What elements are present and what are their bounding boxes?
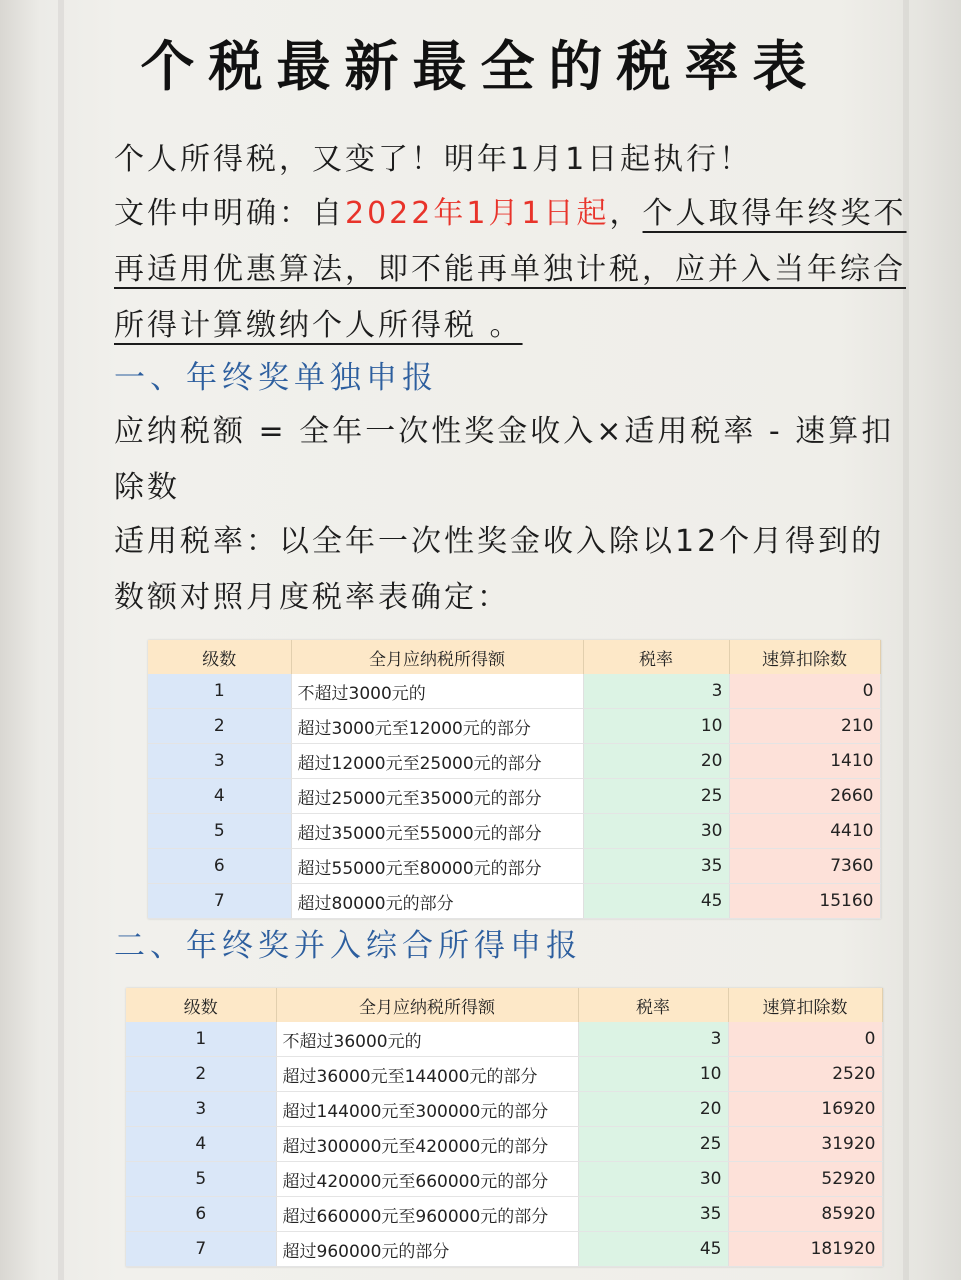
- cell-range: 不超过36000元的: [276, 1022, 578, 1057]
- cell-deduction: 210: [729, 709, 880, 744]
- cell-rate: 20: [583, 744, 729, 779]
- cell-level: 6: [126, 1197, 276, 1232]
- table-row: [148, 779, 880, 814]
- cell-rate: 10: [578, 1057, 728, 1092]
- cell-deduction: 2520: [728, 1057, 882, 1092]
- table-row: [126, 1057, 882, 1092]
- cell-range: 超过300000元至420000元的部分: [276, 1127, 578, 1162]
- cell-range: 超过25000元至35000元的部分: [291, 779, 583, 814]
- cell-rate: 35: [583, 849, 729, 884]
- cell-range: 超过12000元至25000元的部分: [291, 744, 583, 779]
- cell-rate: 45: [578, 1232, 728, 1267]
- cell-range: 超过36000元至144000元的部分: [276, 1057, 578, 1092]
- intro-underlined-text: 个人取得年终奖不再适用优惠算法，即不能再单独计税，应并入当年综合所得计算缴纳个人所得税 。: [114, 196, 907, 343]
- header-deduction: 速算扣除数: [728, 988, 882, 1022]
- cell-rate: 10: [583, 709, 729, 744]
- cell-deduction: 16920: [728, 1092, 882, 1127]
- cell-range: 超过55000元至80000元的部分: [291, 849, 583, 884]
- cell-level: 7: [148, 884, 291, 919]
- header-range: 全月应纳税所得额: [291, 640, 583, 674]
- cell-deduction: 4410: [729, 814, 880, 849]
- section-2-heading: 二、年终奖并入综合所得申报: [114, 928, 582, 964]
- cell-rate: 25: [578, 1127, 728, 1162]
- table-row: [126, 1232, 882, 1267]
- table-row: [148, 849, 880, 884]
- table-row: [148, 884, 880, 919]
- cell-rate: 3: [578, 1022, 728, 1057]
- table-row: [148, 709, 880, 744]
- cell-rate: 30: [583, 814, 729, 849]
- cell-deduction: 7360: [729, 849, 880, 884]
- cell-range: 超过144000元至300000元的部分: [276, 1092, 578, 1127]
- cell-range: 不超过3000元的: [291, 674, 583, 709]
- cell-rate: 20: [578, 1092, 728, 1127]
- table-row: [148, 814, 880, 849]
- cell-level: 3: [148, 744, 291, 779]
- cell-level: 1: [148, 674, 291, 709]
- cell-range: 超过960000元的部分: [276, 1232, 578, 1267]
- cell-level: 5: [148, 814, 291, 849]
- cell-deduction: 31920: [728, 1127, 882, 1162]
- table-row: [126, 1127, 882, 1162]
- section-1-heading: 一、年终奖单独申报: [114, 360, 438, 396]
- effective-date: 2022年1月1日起: [345, 196, 610, 231]
- cell-level: 1: [126, 1022, 276, 1057]
- annual-rate-table: [126, 988, 883, 1267]
- page-title: 个税最新最全的税率表: [140, 34, 821, 98]
- intro-paragraph: [114, 186, 914, 354]
- table-row: [126, 1162, 882, 1197]
- cell-rate: 3: [583, 674, 729, 709]
- cell-range: 超过660000元至960000元的部分: [276, 1197, 578, 1232]
- cell-deduction: 1410: [729, 744, 880, 779]
- cell-rate: 25: [583, 779, 729, 814]
- cell-deduction: 15160: [729, 884, 880, 919]
- formula-text: 应纳税额 = 全年一次性奖金收入×适用税率 - 速算扣除数: [114, 414, 895, 505]
- cell-deduction: 2660: [729, 779, 880, 814]
- cell-range: 超过3000元至12000元的部分: [291, 709, 583, 744]
- paper-edge-left: [58, 0, 64, 1280]
- header-level: 级数: [148, 640, 291, 674]
- cell-range: 超过35000元至55000元的部分: [291, 814, 583, 849]
- intro-line-1: 个人所得税，又变了！明年1月1日起执行！: [114, 142, 753, 177]
- cell-rate: 45: [583, 884, 729, 919]
- header-range: 全月应纳税所得额: [276, 988, 578, 1022]
- table-row: [148, 744, 880, 779]
- header-rate: 税率: [578, 988, 728, 1022]
- table-row: [126, 1022, 882, 1057]
- cell-level: 4: [148, 779, 291, 814]
- cell-rate: 35: [578, 1197, 728, 1232]
- cell-deduction: 181920: [728, 1232, 882, 1267]
- cell-level: 7: [126, 1232, 276, 1267]
- rate-note-text: 适用税率：以全年一次性奖金收入除以12个月得到的数额对照月度税率表确定：: [114, 524, 885, 615]
- cell-range: 超过420000元至660000元的部分: [276, 1162, 578, 1197]
- table-row: [126, 1092, 882, 1127]
- table-header-row: [148, 640, 880, 674]
- cell-deduction: 0: [729, 674, 880, 709]
- cell-level: 2: [148, 709, 291, 744]
- header-rate: 税率: [583, 640, 729, 674]
- cell-rate: 30: [578, 1162, 728, 1197]
- cell-level: 5: [126, 1162, 276, 1197]
- cell-deduction: 0: [728, 1022, 882, 1057]
- intro-prefix: 文件中明确：自: [114, 196, 345, 231]
- cell-level: 4: [126, 1127, 276, 1162]
- cell-deduction: 85920: [728, 1197, 882, 1232]
- cell-level: 6: [148, 849, 291, 884]
- cell-range: 超过80000元的部分: [291, 884, 583, 919]
- monthly-rate-table: [148, 640, 881, 919]
- header-deduction: 速算扣除数: [729, 640, 880, 674]
- header-level: 级数: [126, 988, 276, 1022]
- cell-deduction: 52920: [728, 1162, 882, 1197]
- cell-level: 3: [126, 1092, 276, 1127]
- table-row: [148, 674, 880, 709]
- intro-comma: ，: [609, 196, 643, 231]
- cell-level: 2: [126, 1057, 276, 1092]
- table-row: [126, 1197, 882, 1232]
- table-header-row: [126, 988, 882, 1022]
